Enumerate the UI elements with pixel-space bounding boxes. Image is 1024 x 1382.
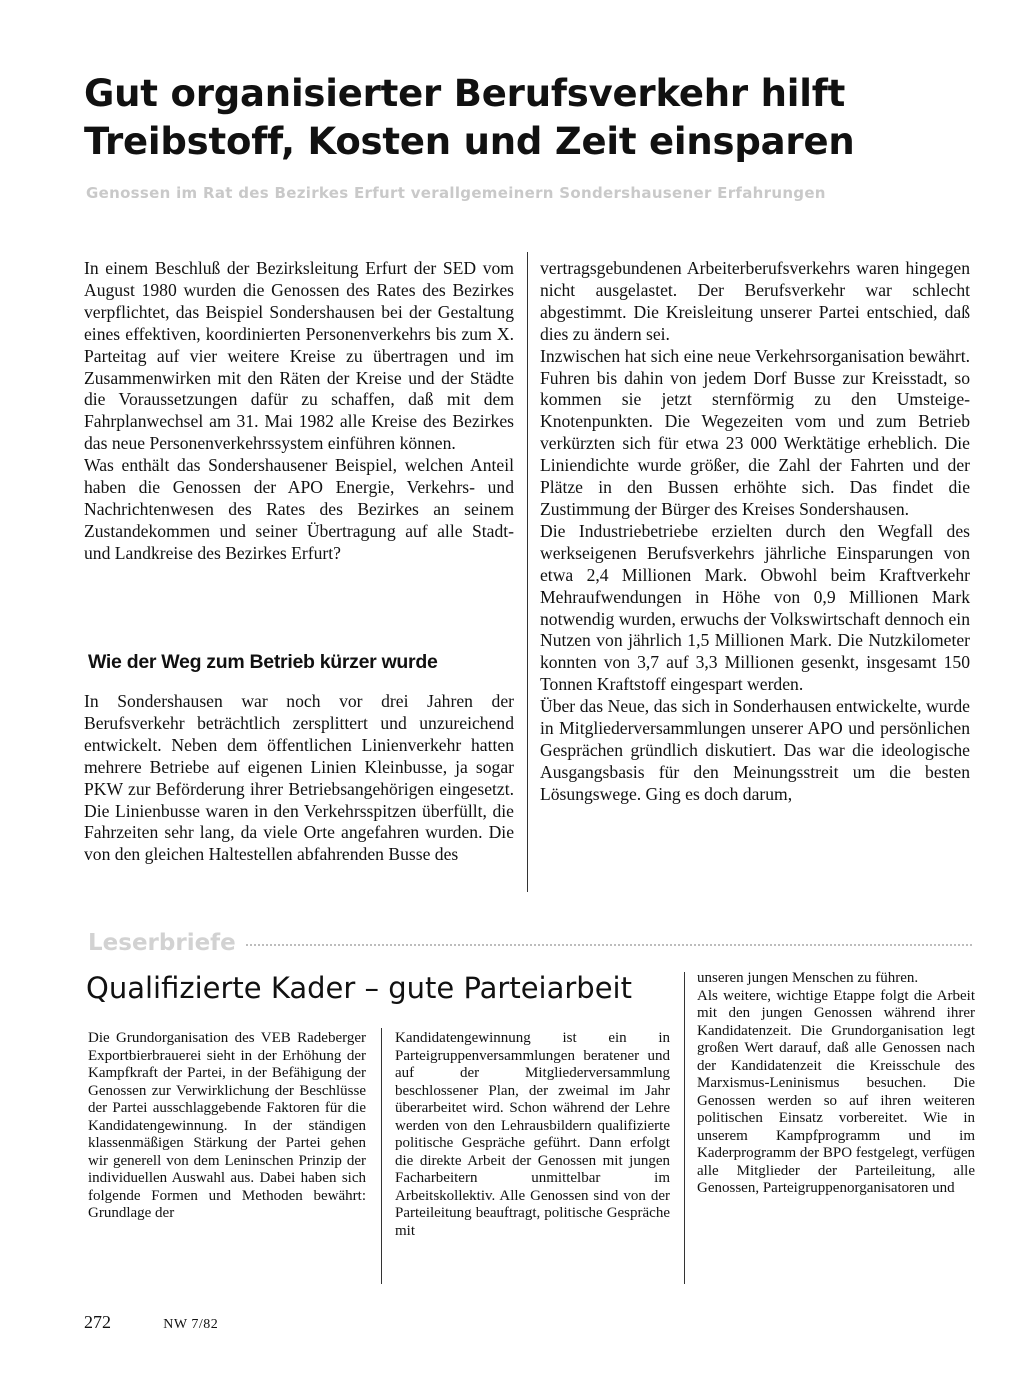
column-divider <box>381 1028 382 1284</box>
section-divider <box>246 944 972 946</box>
letters-column-2 <box>395 1030 670 1240</box>
paragraph: Was enthält das Sondershausener Beispiel, welchen Anteil haben die Genossen der APO Energie, Verkehrs- und Nachrichtenwesen des Rates des Bezirkes an seinem Zustandekommen und seiner Übertragung auf alle Stadt- und Landkreise des Bezirkes Erfurt? <box>84 455 514 563</box>
article-headline <box>84 70 964 166</box>
column-divider <box>527 252 528 892</box>
article-column-1 <box>84 258 514 565</box>
paragraph: Die Grundorganisation des VEB Radeberger Exportbierbrauerei sieht in der Erhöhung der Kampfkraft der Partei, in der Befähigung der Genossen zur Verwirklichung der Beschlüsse der Partei ausschlaggebende Faktoren für die Kandidatengewinnung. In der ständigen klassenmäßigen Stärkung der Partei gehen wir generell von dem Leninschen Prinzip der individuellen Auswahl aus. Dabei haben sich folgende Formen und Methoden bewährt: Grundlage der <box>88 1030 366 1221</box>
paragraph: Über das Neue, das sich in Sonderhausen entwickelte, wurde in Mitgliederversammlungen unserer APO und persönlichen Gesprächen gründlich diskutiert. Das war die ideologische Ausgangsbasis für den Meinungsstreit um die besten Lösungswege. Ging es doch darum, <box>540 696 970 804</box>
paragraph: Inzwischen hat sich eine neue Verkehrsorganisation bewährt. Fuhren bis dahin von jedem Dorf Busse zur Kreisstadt, so kommen sie jetzt sternförmig zu den Umsteige-Knotenpunkten. Die Wegezeiten vom und zum Betrieb verkürzten sich für etwa 23 000 Werktätige erheblich. Die Liniendichte wurde größer, die Zahl der Fahrten und der Plätze in den Bussen erhöhte sich. Das findet die Zustimmung der Bürger des Kreises Sondershausen. <box>540 345 970 519</box>
headline-line-1: Gut organisierter Berufsverkehr hilft <box>84 72 846 115</box>
letters-column-1 <box>88 1030 366 1223</box>
paragraph: In einem Beschluß der Bezirksleitung Erfurt der SED vom August 1980 wurden die Genossen des Rates des Bezirkes verpflichtet, das Beispiel Sondershausen bei der Gestaltung eines effektiven, koordinierten Personenverkehrs bis zum X. Parteitag auf vier weitere Kreise zu übertragen und im Zusammenwirken mit den Räten der Kreise und der Städte die Voraussetzungen dafür zu schaffen, daß mit dem Fahrplanwechsel am 31. Mai 1982 alle Kreise des Bezirkes das neue Personenverkehrssystem einführen können. <box>84 258 514 454</box>
article-subheadline: Genossen im Rat des Bezirkes Erfurt verallgemeinern Sondershausener Erfahrungen <box>86 184 826 202</box>
page-number: 272 <box>84 1312 111 1332</box>
paragraph: unseren jungen Menschen zu führen. <box>697 970 919 986</box>
paragraph: In Sondershausen war noch vor drei Jahren der Berufsverkehr beträchtlich zersplittert und unzureichend entwickelt. Neben dem öffentlichen Linienverkehr hatten mehrere Betriebe auf eigenen Linien Kleinbusse, ja sogar PKW zur Beförderung ihrer Betriebsangehörigen eingesetzt. Die Linienbusse waren in den Verkehrsspitzen überfüllt, die Fahrzeiten sehr lang, da viele Orte angefahren wurden. Die von den gleichen Haltestellen abfahrenden Busse des <box>84 691 514 865</box>
letters-headline: Qualifizierte Kader – gute Parteiarbeit <box>86 971 632 1005</box>
article-column-2 <box>540 258 970 806</box>
issue-label: NW 7/82 <box>163 1317 219 1332</box>
section-label-leserbriefe: Leserbriefe <box>88 930 236 956</box>
paragraph: Als weitere, wichtige Etappe folgt die Arbeit mit den jungen Genossen während ihrer Kandidatenzeit. Die Grundorganisation legt großen Wert darauf, daß alle Genossen nach der Kandidatenzeit die Kreisschule des Marxismus-Leninismus besuchen. Die Genossen werden so auf ihren weiteren politischen Einsatz vorbereitet. Wie in unserem Kampfprogramm und im Kaderprogramm der BPO festgelegt, verfügen alle Mitglieder der Parteileitung, alle Genossen, Parteigruppenorganisatoren und <box>697 987 975 1196</box>
article-column-1-continued <box>84 691 514 866</box>
page-footer <box>84 1312 218 1333</box>
paragraph: vertragsgebundenen Arbeiterberufsverkehrs waren hingegen nicht ausgelastet. Der Berufsverkehr war schlecht abgestimmt. Die Kreisleitung unserer Partei entschied, daß dies zu ändern sei. <box>540 258 970 344</box>
headline-line-2: Treibstoff, Kosten und Zeit einsparen <box>84 120 855 163</box>
column-divider <box>684 972 685 1284</box>
paragraph: Kandidatengewinnung ist ein in Parteigruppenversammlungen beratener und auf der Mitgliederversammlung beschlossener Plan, der zweimal im Jahr überarbeitet wird. Schon während der Lehre werden von den Lehrausbildern qualifizierte politische Gespräche geführt. Dann erfolgt die direkte Arbeit der Genossen mit jungen Facharbeitern unmittelbar im Arbeitskollektiv. Alle Genossen sind von der Parteileitung beauftragt, politische Gespräche mit <box>395 1030 670 1239</box>
section-heading: Wie der Weg zum Betrieb kürzer wurde <box>88 651 438 673</box>
letters-column-3 <box>697 970 975 1198</box>
paragraph: Die Industriebetriebe erzielten durch den Wegfall des werkseigenen Berufsverkehrs jährliche Einsparungen von etwa 2,4 Millionen Mark. Obwohl beim Kraftverkehr Mehraufwendungen in Höhe von 0,9 Millionen Mark notwendig wurden, erwuchs der Volkswirtschaft dennoch ein Nutzen von jährlich 1,5 Millionen Mark. Die Nutzkilometer konnten von 3,7 auf 3,3 Millionen gesenkt, insgesamt 150 Tonnen Kraftstoff eingespart werden. <box>540 520 970 695</box>
